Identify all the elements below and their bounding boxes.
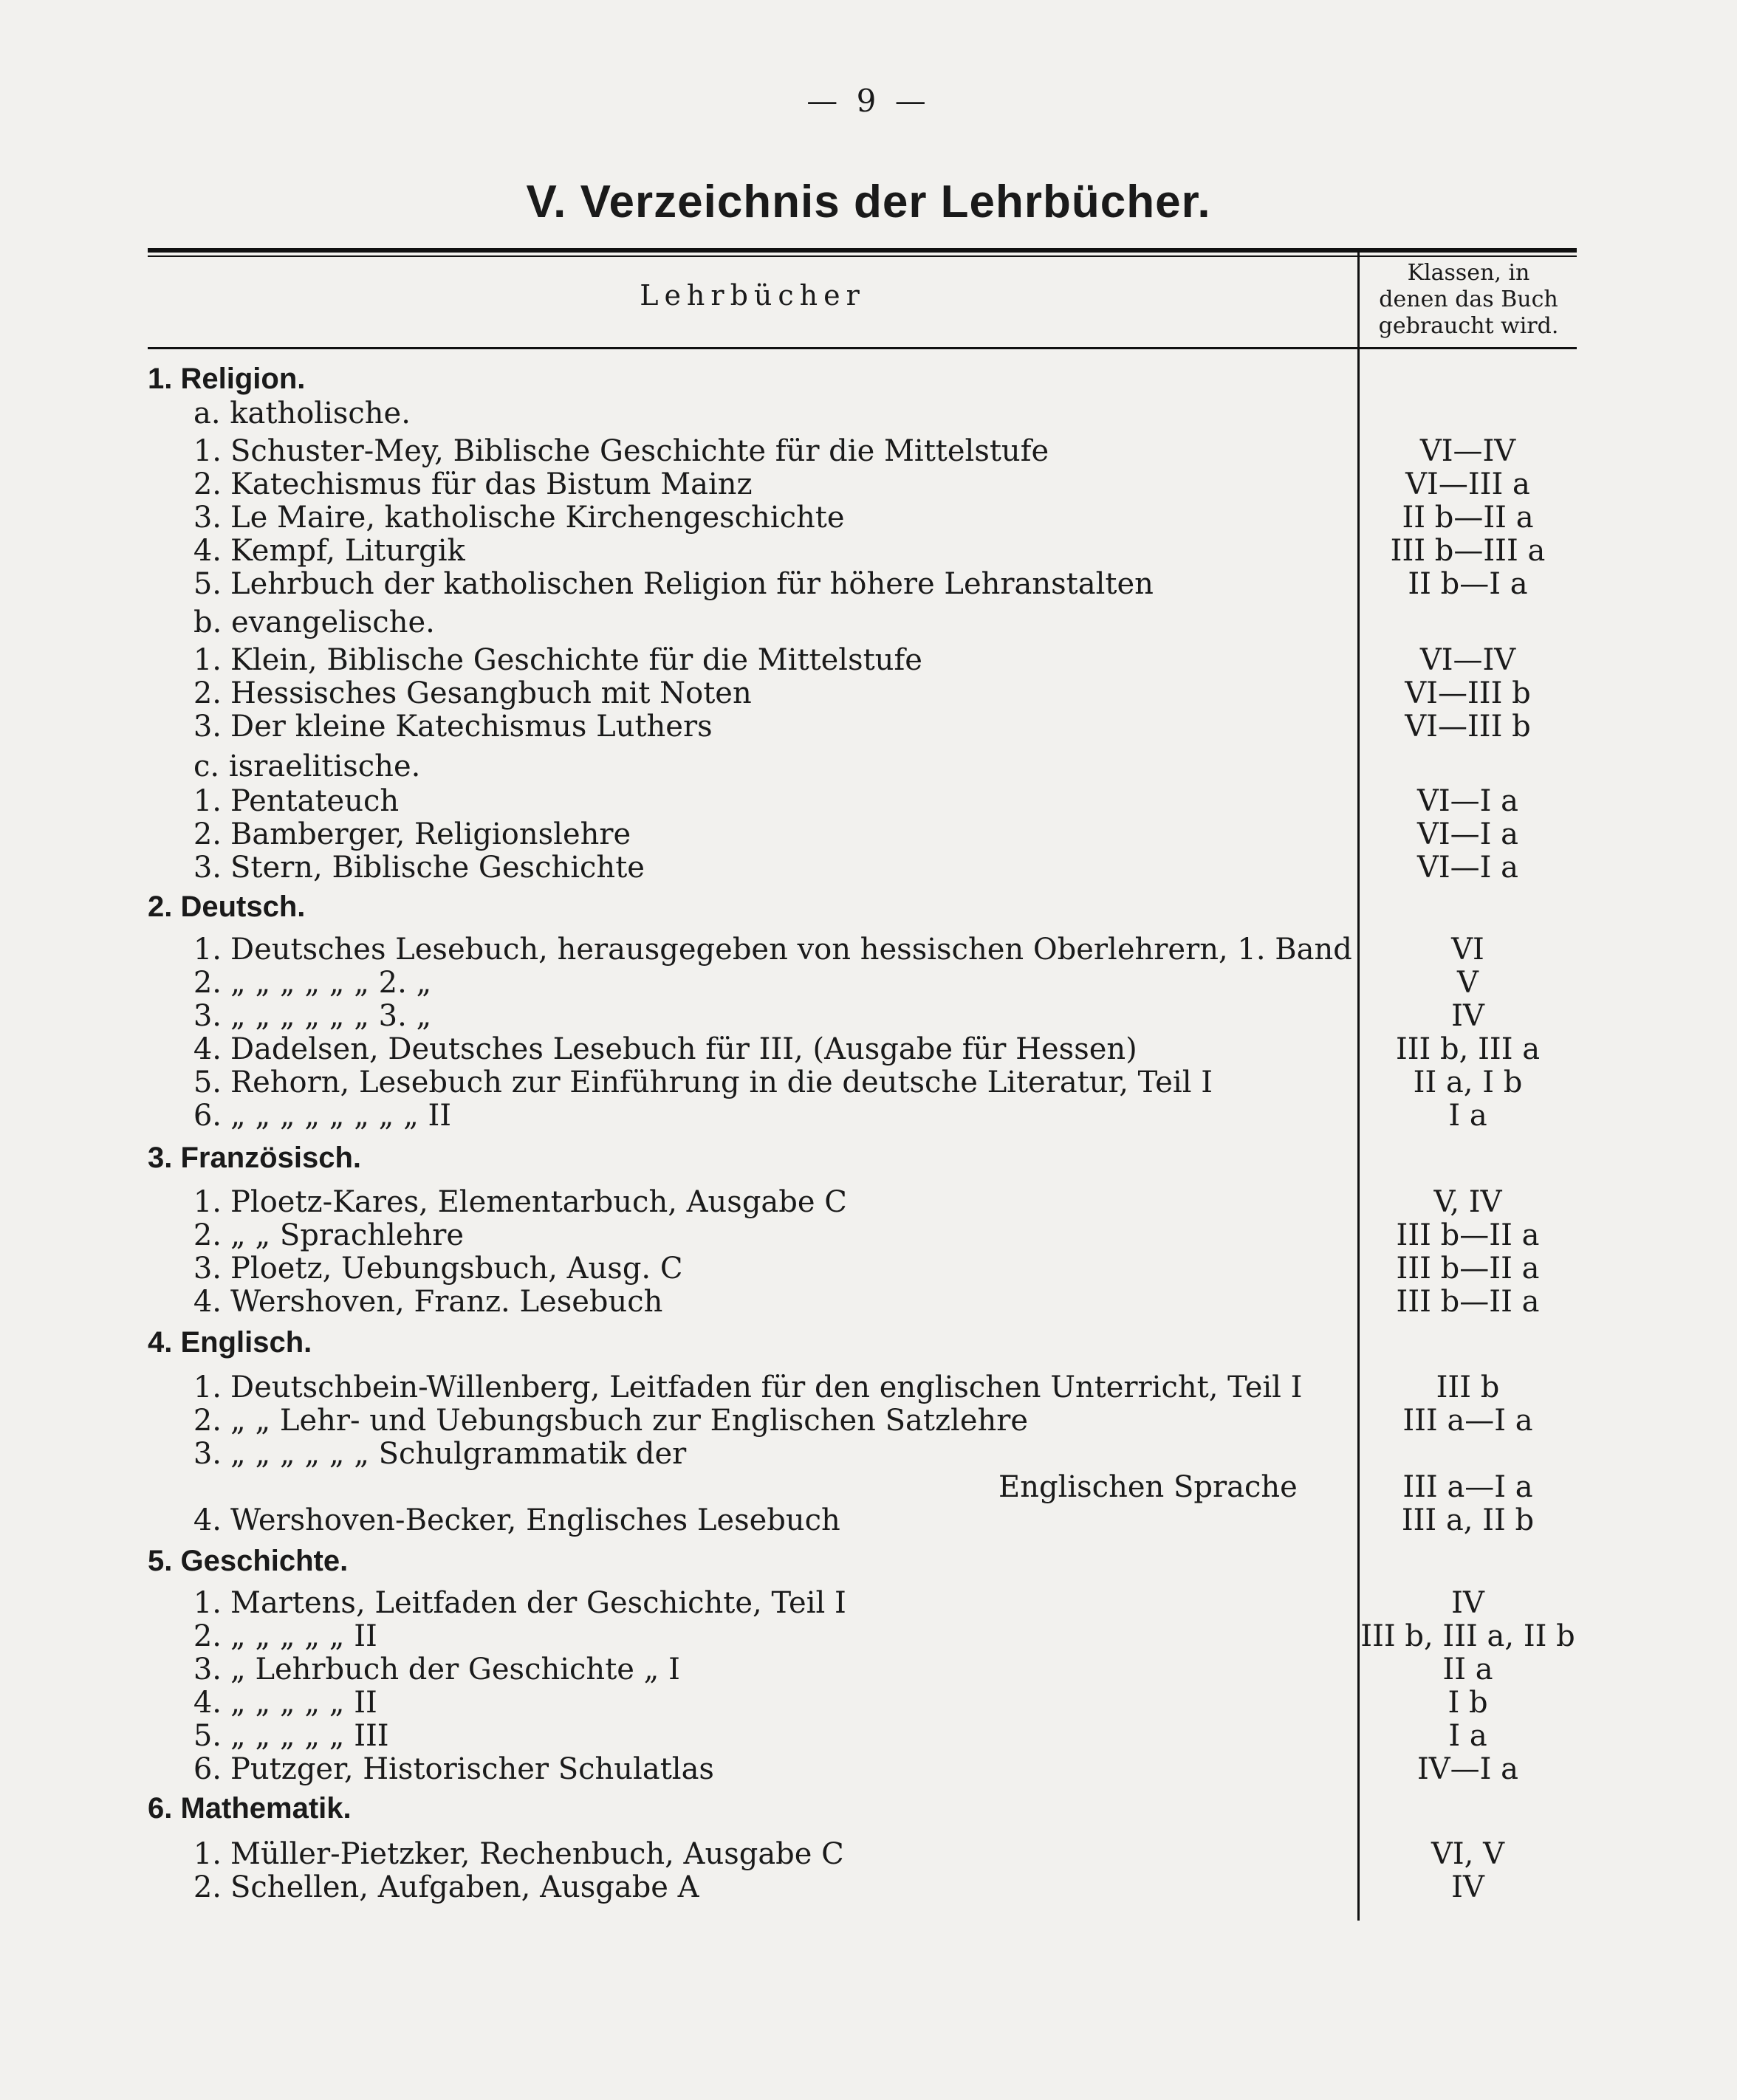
page-title: V. Verzeichnis der Lehrbücher.	[526, 176, 1211, 227]
item-title: Schellen, Aufgaben, Ausgabe A	[230, 1870, 699, 1904]
list-item	[0, 1470, 1737, 1504]
item-title: „ „ Lehr- und Uebungsbuch zur Englischen Satzlehre	[230, 1404, 1029, 1438]
item-title: b. evangelische.	[193, 605, 435, 639]
item-classes: IV	[1451, 999, 1484, 1033]
item-classes: IV—I a	[1416, 1752, 1519, 1786]
column-header-classes-line: denen das Buch	[1379, 286, 1558, 312]
section-title: 4. Englisch.	[148, 1326, 312, 1359]
list-item	[0, 1066, 1737, 1099]
item-number: 1.	[193, 643, 222, 677]
item-classes: V, IV	[1433, 1185, 1502, 1219]
item-classes: II a, I b	[1413, 1066, 1523, 1099]
item-classes: III a—I a	[1402, 1470, 1533, 1504]
table-header-rule	[148, 347, 1577, 349]
item-classes: V	[1457, 966, 1479, 1000]
item-number: 2.	[193, 1404, 222, 1438]
subsection-heading	[0, 605, 1737, 639]
list-item	[0, 1099, 1737, 1133]
item-classes: II b—II a	[1402, 501, 1534, 535]
item-title: Deutschbein-Willenberg, Leitfaden für den englischen Unterricht, Teil I	[230, 1370, 1303, 1404]
item-classes: VI—IV	[1419, 434, 1516, 468]
list-item	[0, 817, 1737, 851]
list-item	[0, 676, 1737, 710]
item-title: Lehrbuch der katholischen Religion für höhere Lehranstalten	[230, 567, 1154, 601]
section-heading	[0, 1141, 1737, 1175]
item-classes: IV	[1451, 1870, 1484, 1904]
item-number: 1.	[193, 1185, 222, 1219]
list-item	[0, 1653, 1737, 1686]
column-header-classes-line: Klassen, in	[1407, 260, 1530, 286]
item-classes: VI—III b	[1405, 710, 1531, 744]
item-number: 2.	[193, 1870, 222, 1904]
list-item	[0, 534, 1737, 568]
list-item	[0, 1837, 1737, 1871]
item-classes: II b—I a	[1408, 567, 1528, 601]
item-number: 2.	[193, 1218, 222, 1252]
item-title: „ „ „ „ „ III	[230, 1719, 389, 1753]
column-header-classes	[1360, 260, 1577, 340]
item-number: 3.	[193, 501, 222, 535]
item-title: Martens, Leitfaden der Geschichte, Teil I	[230, 1586, 846, 1620]
item-number: 3.	[193, 710, 222, 744]
item-title: Ploetz-Kares, Elementarbuch, Ausgabe C	[230, 1185, 847, 1219]
list-item	[0, 501, 1737, 535]
item-number: 3.	[193, 1653, 222, 1686]
item-number: 3.	[193, 851, 222, 885]
item-title: „ „ „ „ „ „ Schulgrammatik der	[230, 1437, 687, 1471]
item-title: Der kleine Katechismus Luthers	[230, 710, 713, 744]
list-item	[0, 643, 1737, 677]
list-item	[0, 1752, 1737, 1786]
list-item	[0, 851, 1737, 885]
item-number: 3.	[193, 999, 222, 1033]
item-title: „ „ Sprachlehre	[230, 1218, 465, 1252]
item-classes: VI—I a	[1416, 784, 1519, 818]
item-number: 4.	[193, 1032, 222, 1066]
item-classes: III b—II a	[1396, 1252, 1540, 1286]
item-classes: II a	[1442, 1653, 1493, 1686]
item-classes: III b—II a	[1396, 1285, 1540, 1319]
list-item	[0, 710, 1737, 744]
list-item	[0, 1218, 1737, 1252]
item-number: 6.	[193, 1752, 222, 1786]
list-item	[0, 1252, 1737, 1286]
page-number: — 9 —	[806, 83, 931, 119]
item-number: 4.	[193, 1285, 222, 1319]
section-title: 2. Deutsch.	[148, 891, 306, 923]
item-title: a. katholische.	[193, 397, 411, 430]
item-title: „ „ „ „ „ II	[230, 1686, 377, 1720]
section-heading	[0, 890, 1737, 924]
item-classes: VI—I a	[1416, 817, 1519, 851]
table-top-rule	[148, 248, 1577, 253]
item-title: Putzger, Historischer Schulatlas	[230, 1752, 714, 1786]
item-title: „ „ „ „ „ „ 3. „	[230, 999, 432, 1033]
list-item	[0, 1503, 1737, 1537]
list-item	[0, 1586, 1737, 1620]
item-classes: VI, V	[1431, 1837, 1504, 1871]
item-classes: III a, II b	[1401, 1503, 1535, 1537]
list-item	[0, 467, 1737, 501]
item-number: 1.	[193, 784, 222, 818]
item-title: Klein, Biblische Geschichte für die Mittelstufe	[230, 643, 922, 677]
item-title: Wershoven, Franz. Lesebuch	[230, 1285, 663, 1319]
section-title: 1. Religion.	[148, 363, 306, 395]
list-item	[0, 966, 1737, 1000]
item-title: Schuster-Mey, Biblische Geschichte für die Mittelstufe	[230, 434, 1049, 468]
list-item	[0, 434, 1737, 468]
item-title: Ploetz, Uebungsbuch, Ausg. C	[230, 1252, 683, 1286]
item-title: Englischen Sprache	[998, 1470, 1298, 1504]
item-classes: I a	[1448, 1099, 1487, 1133]
item-title: Kempf, Liturgik	[230, 534, 465, 568]
list-item	[0, 1185, 1737, 1219]
item-number: 5.	[193, 1066, 222, 1099]
item-title: Le Maire, katholische Kirchengeschichte	[230, 501, 845, 535]
list-item	[0, 1285, 1737, 1319]
item-title: Dadelsen, Deutsches Lesebuch für III, (Ausgabe für Hessen)	[230, 1032, 1137, 1066]
item-title: Deutsches Lesebuch, herausgegeben von hessischen Oberlehrern, 1. Band	[230, 933, 1352, 967]
item-title: Pentateuch	[230, 784, 400, 818]
item-classes: III b—III a	[1390, 534, 1546, 568]
list-item	[0, 999, 1737, 1033]
item-classes: III b	[1436, 1370, 1500, 1404]
item-number: 3.	[193, 1252, 222, 1286]
item-classes: III b, III a	[1395, 1032, 1541, 1066]
section-heading	[0, 1791, 1737, 1825]
section-heading	[0, 1325, 1737, 1359]
section-heading	[0, 362, 1737, 396]
subsection-heading	[0, 397, 1737, 430]
item-title: Katechismus für das Bistum Mainz	[230, 467, 753, 501]
list-item	[0, 1686, 1737, 1720]
item-title: Hessisches Gesangbuch mit Noten	[230, 676, 752, 710]
item-number: 2.	[193, 966, 222, 1000]
item-classes: VI—III a	[1405, 467, 1530, 501]
item-number: 2.	[193, 676, 222, 710]
item-number: 6.	[193, 1099, 222, 1133]
item-number: 1.	[193, 1586, 222, 1620]
item-title: Rehorn, Lesebuch zur Einführung in die deutsche Literatur, Teil I	[230, 1066, 1213, 1099]
item-number: 1.	[193, 434, 222, 468]
item-number: 1.	[193, 933, 222, 967]
list-item	[0, 1370, 1737, 1404]
subsection-heading	[0, 749, 1737, 783]
item-classes: VI—III b	[1405, 676, 1531, 710]
list-item	[0, 933, 1737, 967]
item-number: 4.	[193, 1686, 222, 1720]
item-number: 2.	[193, 1619, 222, 1653]
item-title: Müller-Pietzker, Rechenbuch, Ausgabe C	[230, 1837, 844, 1871]
item-number: 5.	[193, 1719, 222, 1753]
item-title: Wershoven-Becker, Englisches Lesebuch	[230, 1503, 840, 1537]
section-title: 5. Geschichte.	[148, 1545, 349, 1577]
section-title: 3. Französisch.	[148, 1142, 361, 1174]
section-title: 6. Mathematik.	[148, 1792, 352, 1825]
item-number: 5.	[193, 567, 222, 601]
item-title: c. israelitische.	[193, 749, 421, 783]
item-classes: VI	[1451, 933, 1484, 967]
item-title: „ „ „ „ „ „ 2. „	[230, 966, 432, 1000]
item-number: 4.	[193, 534, 222, 568]
item-title: „ Lehrbuch der Geschichte „ I	[230, 1653, 680, 1686]
list-item	[0, 567, 1737, 601]
item-classes: III a—I a	[1402, 1404, 1533, 1438]
item-classes: I b	[1448, 1686, 1488, 1720]
item-title: Stern, Biblische Geschichte	[230, 851, 645, 885]
item-number: 3.	[193, 1437, 222, 1471]
item-classes: I a	[1448, 1719, 1487, 1753]
list-item	[0, 1619, 1737, 1653]
item-title: „ „ „ „ „ „ „ „ II	[230, 1099, 452, 1133]
item-classes: III b, III a, II b	[1360, 1619, 1575, 1653]
list-item	[0, 1437, 1737, 1471]
item-number: 1.	[193, 1837, 222, 1871]
item-number: 2.	[193, 817, 222, 851]
list-item	[0, 1404, 1737, 1438]
item-classes: III b—II a	[1396, 1218, 1540, 1252]
list-item	[0, 1719, 1737, 1753]
item-classes: VI—I a	[1416, 851, 1519, 885]
item-title: „ „ „ „ „ II	[230, 1619, 377, 1653]
table-top-rule-thin	[148, 255, 1577, 257]
item-classes: IV	[1451, 1586, 1484, 1620]
column-header-classes-line: gebraucht wird.	[1378, 313, 1559, 339]
item-classes: VI—IV	[1419, 643, 1516, 677]
list-item	[0, 1870, 1737, 1904]
section-heading	[0, 1544, 1737, 1578]
list-item	[0, 784, 1737, 818]
item-number: 4.	[193, 1503, 222, 1537]
list-item	[0, 1032, 1737, 1066]
item-number: 2.	[193, 467, 222, 501]
item-number: 1.	[193, 1370, 222, 1404]
item-title: Bamberger, Religionslehre	[230, 817, 631, 851]
column-header-books: Lehrbücher	[640, 279, 866, 312]
